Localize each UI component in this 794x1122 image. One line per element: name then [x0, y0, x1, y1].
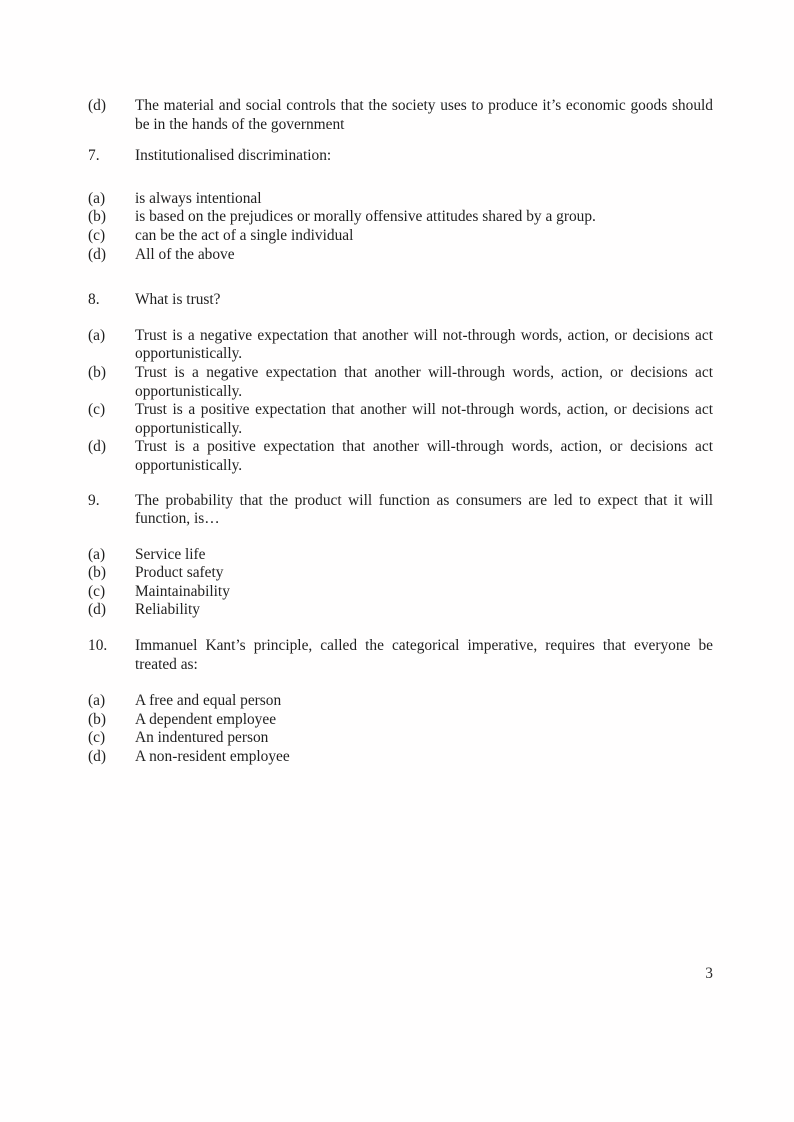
- option-marker: (b): [88, 564, 106, 582]
- option-text: can be the act of a single individual: [135, 226, 354, 244]
- question-text: Institutionalised discrimination:: [135, 147, 332, 165]
- option-row: [88, 227, 713, 246]
- option-marker: (a): [88, 692, 106, 710]
- page-number: 3: [705, 965, 713, 982]
- option-marker: (c): [88, 226, 106, 244]
- option-marker: (c): [88, 729, 106, 747]
- option-text: A dependent employee: [135, 710, 277, 728]
- option-row: [88, 601, 713, 620]
- option-row: [88, 327, 713, 364]
- option-text: Trust is a negative expectation that another will not-through words, action, or decisions act opportunistically.: [135, 326, 713, 363]
- carryover-option: [88, 97, 713, 134]
- option-marker: (d): [88, 601, 106, 619]
- option-text: A free and equal person: [135, 692, 282, 710]
- option-row: [88, 438, 713, 475]
- option-row: [88, 729, 713, 748]
- option-marker: (d): [88, 748, 106, 766]
- option-row: [88, 364, 713, 401]
- questions-area: [88, 97, 713, 767]
- option-text: All of the above: [135, 245, 235, 263]
- option-text: An indentured person: [135, 729, 269, 747]
- option-marker: (b): [88, 710, 106, 728]
- question-7-options: [88, 190, 713, 264]
- option-row: [88, 546, 713, 565]
- question-7: [88, 147, 713, 166]
- option-row: [88, 246, 713, 265]
- option-text: is based on the prejudices or morally offensive attitudes shared by a group.: [135, 208, 596, 226]
- option-text: Trust is a negative expectation that another will-through words, action, or decisions act opportunistically.: [135, 363, 713, 400]
- question-number: 7.: [88, 147, 100, 165]
- option-row: [88, 208, 713, 227]
- question-10-options: [88, 692, 713, 766]
- option-text: Reliability: [135, 601, 200, 619]
- option-marker: (a): [88, 189, 106, 207]
- option-marker: (d): [88, 245, 106, 263]
- option-marker: (a): [88, 545, 106, 563]
- option-row: [88, 564, 713, 583]
- question-text: The probability that the product will function as consumers are led to expect that it will function, is…: [135, 491, 713, 528]
- option-row: [88, 748, 713, 767]
- option-text: Maintainability: [135, 582, 230, 600]
- question-9: [88, 492, 713, 529]
- option-row: [88, 692, 713, 711]
- option-marker: (d): [88, 97, 106, 114]
- option-text: Product safety: [135, 564, 224, 582]
- option-text: is always intentional: [135, 189, 262, 207]
- option-text: A non-resident employee: [135, 748, 290, 766]
- option-marker: (b): [88, 363, 106, 381]
- option-text: Trust is a positive expectation that another will not-through words, action, or decisions act opportunistically.: [135, 401, 713, 437]
- question-text: What is trust?: [135, 291, 221, 309]
- option-marker: (d): [88, 438, 106, 456]
- option-text: The material and social controls that the society uses to produce it’s economic goods should be in the hands of the government: [135, 97, 713, 133]
- option-marker: (c): [88, 582, 106, 600]
- question-8: [88, 291, 713, 310]
- question-text: Immanuel Kant’s principle, called the categorical imperative, requires that everyone be treated as:: [135, 637, 713, 673]
- question-8-options: [88, 327, 713, 476]
- question-number: 8.: [88, 291, 100, 309]
- option-row: [88, 583, 713, 602]
- option-row: [88, 711, 713, 730]
- option-text: Service life: [135, 545, 206, 563]
- question-number: 9.: [88, 491, 100, 509]
- question-9-options: [88, 546, 713, 620]
- question-number: 10.: [88, 637, 108, 655]
- option-row: [88, 190, 713, 209]
- question-10: [88, 637, 713, 674]
- option-text: Trust is a positive expectation that another will-through words, action, or decisions act opportunistically.: [135, 438, 713, 474]
- option-marker: (a): [88, 326, 106, 344]
- option-marker: (c): [88, 401, 106, 419]
- option-row: [88, 401, 713, 438]
- option-marker: (b): [88, 208, 106, 226]
